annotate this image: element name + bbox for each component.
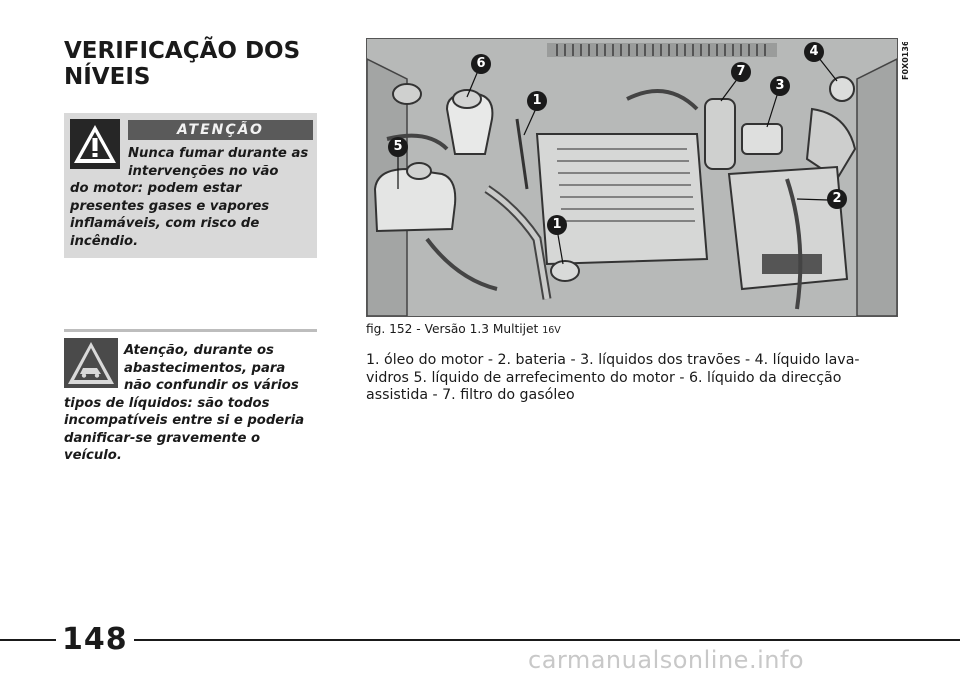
title-line-2: NÍVEIS (64, 64, 151, 90)
caption-suffix: 16V (542, 325, 561, 336)
callout-1-lower: 1 (547, 215, 567, 235)
caution-lead: Atenção, durante os abastecimentos, para não confundir os vários (124, 343, 299, 393)
warning-body: do motor: podem estar presentes gases e vapores inflamáveis, com risco de incêndio. (70, 181, 270, 249)
callout-4: 4 (804, 42, 824, 62)
section-title (64, 38, 324, 90)
engine-bay-illustration (367, 39, 897, 316)
warning-lead: Nunca fumar durante as intervenções no vão (128, 146, 309, 179)
callout-6: 6 (471, 54, 491, 74)
caption-main: fig. 152 - Versão 1.3 Multijet (366, 322, 543, 336)
page-number: 148 (62, 622, 128, 657)
title-line-1: VERIFICAÇÃO DOS (64, 38, 301, 64)
callout-3: 3 (770, 76, 790, 96)
site-watermark: carmanualsonline.info (528, 646, 805, 674)
figure-legend: 1. óleo do motor - 2. bateria - 3. líquidos dos travões - 4. líquido lava-vidros 5. líquido de arrefecimento do motor - 6. líquido da direcção assistida - 7. filtro do gasóleo (366, 352, 860, 403)
warning-banner: ATENÇÃO (128, 120, 313, 140)
callout-7: 7 (731, 62, 751, 82)
figure-code-text: F0X0136m (901, 42, 910, 80)
engine-bay-figure (366, 38, 898, 317)
footer-rule-right (134, 639, 960, 641)
warning-text (70, 145, 310, 250)
warning-box (64, 113, 317, 258)
figure-code (898, 42, 912, 82)
caution-text (64, 342, 317, 465)
figure-caption (366, 322, 561, 336)
caution-body: tipos de líquidos: são todos incompatíveis entre si e poderia danificar-se gravemente o veículo. (64, 395, 305, 463)
footer-rule-left (0, 639, 56, 641)
section-divider (64, 329, 317, 332)
callout-5: 5 (388, 137, 408, 157)
callout-2: 2 (827, 189, 847, 209)
callout-1-upper: 1 (527, 91, 547, 111)
